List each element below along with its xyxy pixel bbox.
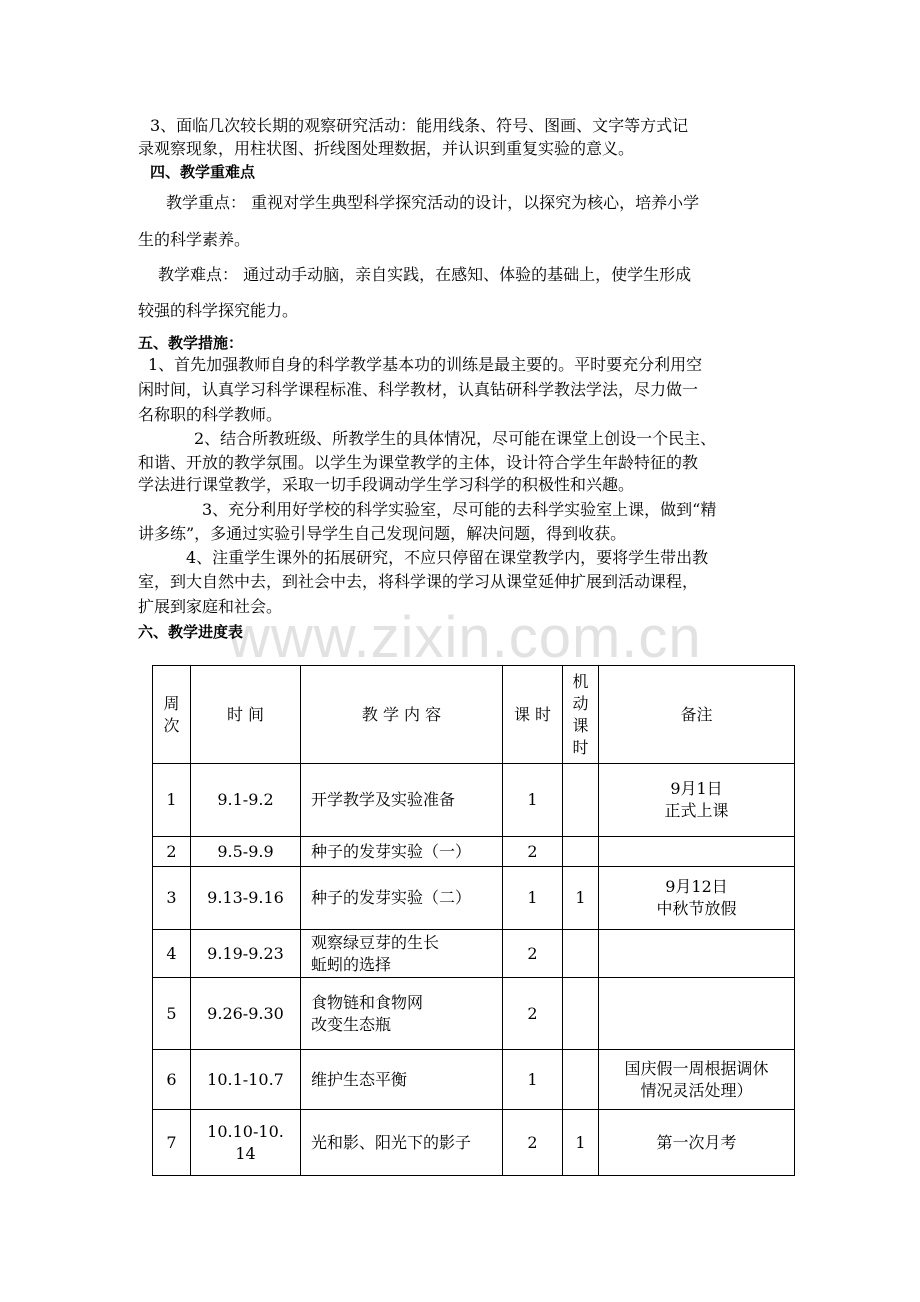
- cell-flex-hours: 1: [563, 867, 599, 930]
- measure-3-line-1: 3、充分利用好学校的科学实验室，尽可能的去科学实验室上课，做到“精: [202, 500, 717, 519]
- section-6-heading: 六、教学进度表: [138, 623, 244, 641]
- measure-2-line-3: 学法进行课堂教学，采取一切手段调动学生学习科学的积极性和兴趣。: [138, 475, 635, 494]
- cell-week: 2: [153, 837, 191, 867]
- cell-flex-hours: [563, 837, 599, 867]
- paragraph-3-line-2: 录观察现象，用柱状图、折线图处理数据，并认识到重复实验的意义。: [138, 139, 635, 158]
- difficult-point-line-2: 较强的科学探究能力。: [138, 301, 299, 320]
- cell-week: 7: [153, 1110, 191, 1176]
- measure-1-line-1: 1、首先加强教师自身的科学教学基本功的训练是最主要的。平时要充分利用空: [148, 355, 703, 374]
- cell-content: 维护生态平衡: [301, 1050, 503, 1110]
- cell-week: 3: [153, 867, 191, 930]
- key-point-line-2: 生的科学素养。: [138, 230, 251, 249]
- cell-notes: 国庆假一周根据调休 情况灵活处理）: [599, 1050, 795, 1110]
- table-row: [153, 1050, 795, 1110]
- cell-time: 9.26-9.30: [191, 978, 301, 1050]
- cell-time: 9.5-9.9: [191, 837, 301, 867]
- cell-notes: [599, 837, 795, 867]
- cell-hours: 2: [503, 978, 563, 1050]
- cell-hours: 1: [503, 867, 563, 930]
- cell-week: 1: [153, 764, 191, 837]
- measure-1-line-2: 闲时间，认真学习科学课程标准、科学教材，认真钻研科学教法学法，尽力做一: [138, 380, 699, 399]
- header-time: 时 间: [191, 666, 301, 764]
- cell-content: 观察绿豆芽的生长 蚯蚓的选择: [301, 930, 503, 978]
- cell-content: 种子的发芽实验（一）: [301, 837, 503, 867]
- measure-4-line-2: 室，到大自然中去，到社会中去，将科学课的学习从课堂延伸扩展到活动课程，: [138, 572, 699, 591]
- cell-hours: 1: [503, 1050, 563, 1110]
- cell-flex-hours: [563, 1050, 599, 1110]
- measure-4-line-3: 扩展到家庭和社会。: [138, 597, 283, 616]
- cell-content: 种子的发芽实验（二）: [301, 867, 503, 930]
- cell-flex-hours: 1: [563, 1110, 599, 1176]
- cell-week: 4: [153, 930, 191, 978]
- schedule-table: [152, 665, 795, 1176]
- table-row: [153, 1110, 795, 1176]
- table-row: [153, 867, 795, 930]
- table-row: [153, 837, 795, 867]
- cell-flex-hours: [563, 978, 599, 1050]
- cell-time: 9.19-9.23: [191, 930, 301, 978]
- measure-2-line-2: 和谐、开放的教学氛围。以学生为课堂教学的主体，设计符合学生年龄特征的教: [138, 453, 699, 472]
- table-header-row: [153, 666, 795, 764]
- table-row: [153, 978, 795, 1050]
- header-week: 周 次: [153, 666, 191, 764]
- measure-2-line-1: 2、结合所教班级、所教学生的具体情况，尽可能在课堂上创设一个民主、: [194, 429, 717, 448]
- cell-time: 9.13-9.16: [191, 867, 301, 930]
- cell-week: 5: [153, 978, 191, 1050]
- table-row: [153, 764, 795, 837]
- header-hours: 课 时: [503, 666, 563, 764]
- header-flex-hours: 机 动 课 时: [563, 666, 599, 764]
- section-5-heading: 五、教学措施：: [138, 334, 244, 352]
- cell-content: 光和影、阳光下的影子: [301, 1110, 503, 1176]
- cell-content: 食物链和食物网 改变生态瓶: [301, 978, 503, 1050]
- cell-flex-hours: [563, 764, 599, 837]
- measure-4-line-1: 4、注重学生课外的拓展研究，不应只停留在课堂教学内，要将学生带出教: [186, 548, 709, 567]
- cell-hours: 2: [503, 837, 563, 867]
- measure-3-line-2: 讲多练”，多通过实验引导学生自己发现问题，解决问题，得到收获。: [138, 524, 627, 543]
- cell-hours: 1: [503, 764, 563, 837]
- table-body: [153, 764, 795, 1176]
- cell-time: 10.1-10.7: [191, 1050, 301, 1110]
- cell-time: 10.10-10. 14: [191, 1110, 301, 1176]
- cell-hours: 2: [503, 930, 563, 978]
- header-notes: 备注: [599, 666, 795, 764]
- cell-time: 9.1-9.2: [191, 764, 301, 837]
- measure-1-line-3: 名称职的科学教师。: [138, 405, 283, 424]
- cell-notes: [599, 930, 795, 978]
- header-content: 教 学 内 容: [301, 666, 503, 764]
- cell-notes: 9月12日 中秋节放假: [599, 867, 795, 930]
- cell-hours: 2: [503, 1110, 563, 1176]
- watermark: www.zixin.com.cn: [228, 605, 702, 670]
- cell-week: 6: [153, 1050, 191, 1110]
- cell-content: 开学教学及实验准备: [301, 764, 503, 837]
- difficult-point-line-1: 教学难点： 通过动手动脑，亲自实践，在感知、体验的基础上，使学生形成: [158, 265, 692, 284]
- key-point-line-1: 教学重点： 重视对学生典型科学探究活动的设计，以探究为核心，培养小学: [166, 193, 700, 212]
- section-4-heading: 四、教学重难点: [150, 163, 256, 181]
- cell-notes: [599, 978, 795, 1050]
- table-row: [153, 930, 795, 978]
- paragraph-3-line-1: 3、面临几次较长期的观察研究活动：能用线条、符号、图画、文字等方式记: [150, 116, 689, 135]
- cell-notes: 9月1日 正式上课: [599, 764, 795, 837]
- cell-notes: 第一次月考: [599, 1110, 795, 1176]
- cell-flex-hours: [563, 930, 599, 978]
